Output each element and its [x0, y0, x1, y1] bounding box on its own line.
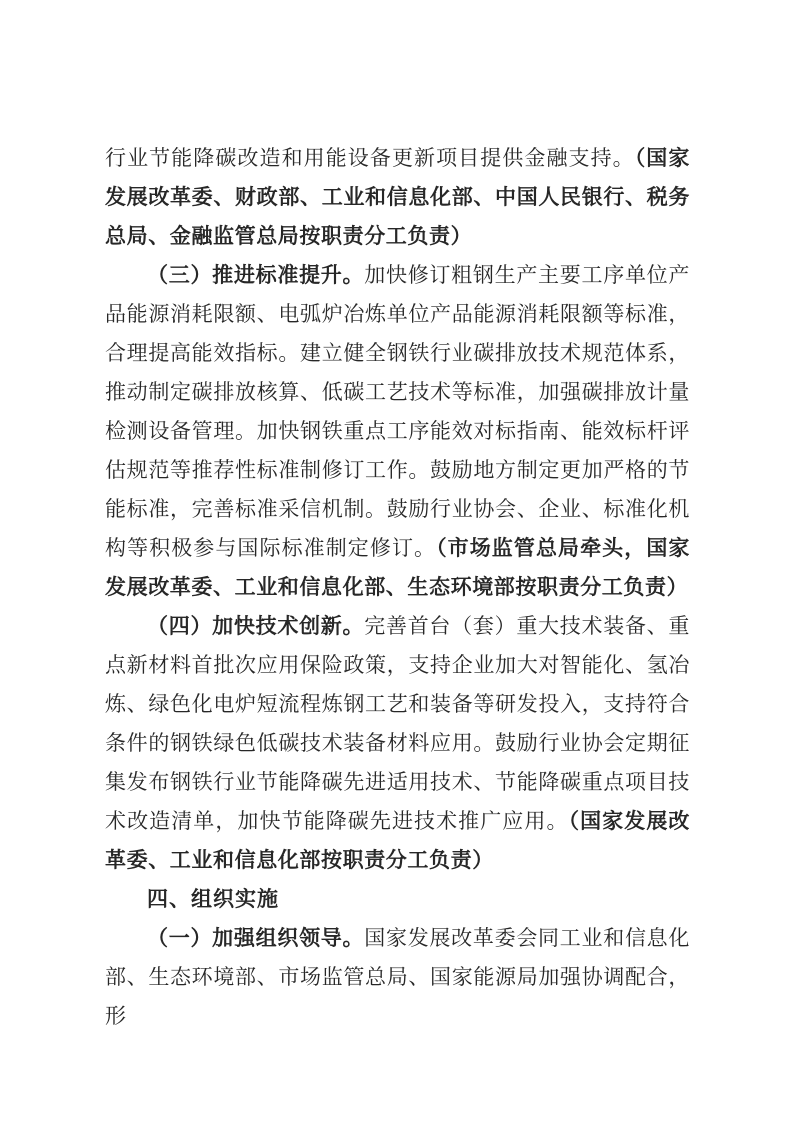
- paragraph-body: 行业节能降碳改造和用能设备更新项目提供金融支持。: [105, 146, 635, 170]
- section-heading-organization: 四、组织实施: [147, 888, 279, 911]
- paragraph-standards: [105, 256, 690, 607]
- paragraph-organization: [105, 919, 690, 1036]
- paragraph-lead: （三）推进标准提升。: [147, 263, 365, 287]
- attribution-note: （国家发展改革委、工业和信息化部按职责分工负责）: [105, 809, 690, 872]
- document-text-block: [105, 139, 690, 1036]
- attribution-note: （市场监管总局牵头，国家发展改革委、工业和信息化部、生态环境部按职责分工负责）: [105, 536, 690, 599]
- paragraph-body: 加快修订粗钢生产主要工序单位产品能源消耗限额、电弧炉冶炼单位产品能源消耗限额等标准，合理提高能效指标。建立健全钢铁行业碳排放技术规范体系，推动制定碳排放核算、低碳工艺技术等标准，加强碳排放计量检测设备管理。加快钢铁重点工序能效对标指南、能效标杆评估规范等推荐性标准制修订工作。鼓励地方制定更加严格的节能标准，完善标准采信机制。鼓励行业协会、企业、标准化机构等积极参与国际标准制定修订。: [105, 263, 690, 560]
- paragraph-financial-support: [105, 139, 690, 256]
- paragraph-lead: （四）加快技术创新。: [147, 614, 365, 638]
- paragraph-lead: （一）加强组织领导。: [147, 926, 365, 950]
- paragraph-technology: [105, 607, 690, 880]
- paragraph-body: 完善首台（套）重大技术装备、重点新材料首批次应用保险政策，支持企业加大对智能化、氢冶炼、绿色化电炉短流程炼钢工艺和装备等研发投入，支持符合条件的钢铁绿色低碳技术装备材料应用。鼓励行业协会定期征集发布钢铁行业节能降碳先进适用技术、节能降碳重点项目技术改造清单，加快节能降碳先进技术推广应用。: [105, 614, 690, 833]
- attribution-note: （国家发展改革委、财政部、工业和信息化部、中国人民银行、税务总局、金融监管总局按职责分工负责）: [105, 146, 690, 248]
- paragraph-body: 国家发展改革委会同工业和信息化部、生态环境部、市场监管总局、国家能源局加强协调配合，形: [105, 926, 690, 1028]
